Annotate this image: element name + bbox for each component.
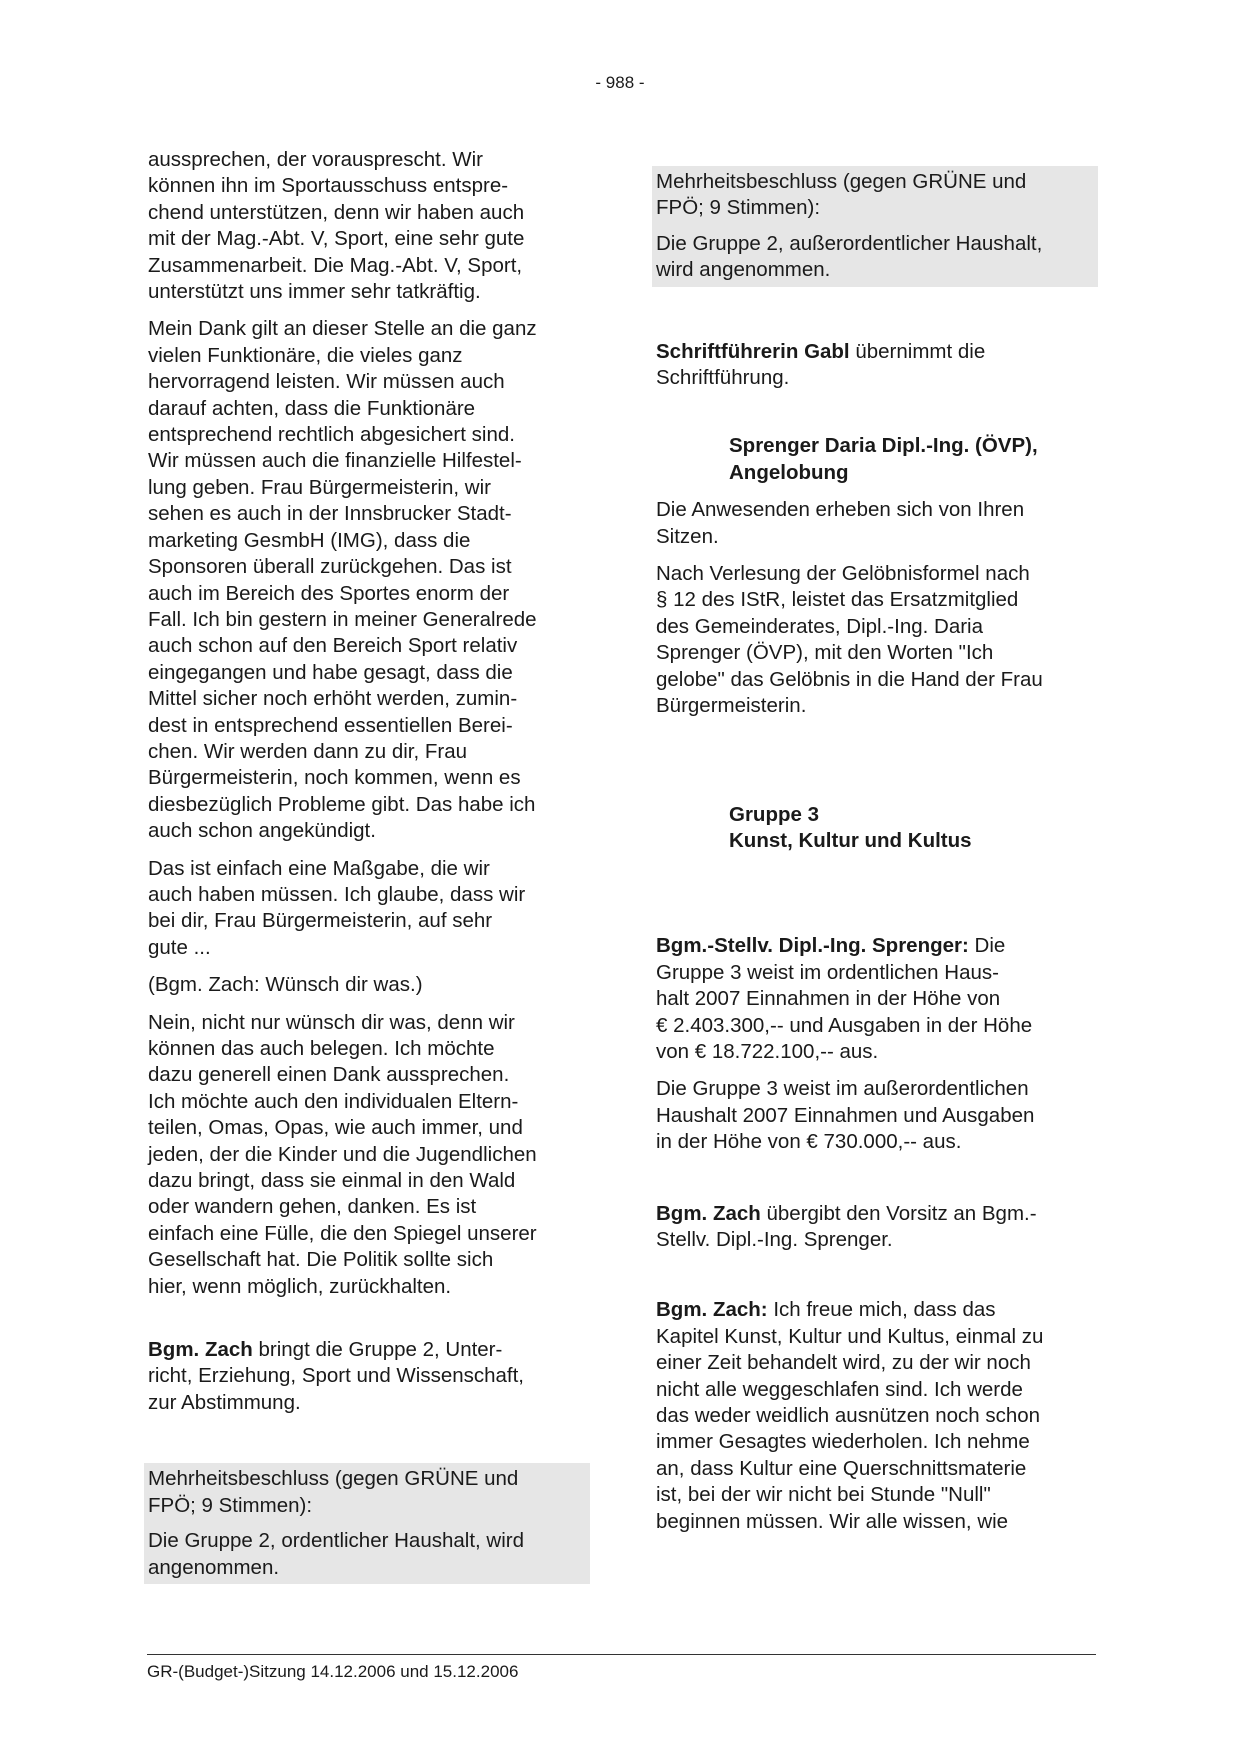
resolution-vote [656,169,1092,222]
text-line: Kapitel Kunst, Kultur und Kultus, einmal zu [656,1324,1044,1348]
text-line: Die Gruppe 2, ordentlicher Haushalt, wird [148,1529,525,1553]
text-line: unterstützt uns immer sehr tatkräftig. [148,280,481,304]
text-line: Bürgermeisterin, noch kommen, wenn es [148,766,521,790]
text-line: gute ... [148,935,211,959]
text-line: ist, bei der wir nicht bei Stunde "Null" [656,1483,991,1507]
paragraph [148,1010,588,1300]
text-line: nicht alle weggeschlafen sind. Ich werde [656,1377,1023,1401]
text-line: (Bgm. Zach: Wünsch dir was.) [148,973,423,997]
text-line: mit der Mag.-Abt. V, Sport, eine sehr gute [148,227,525,251]
resolution-vote [148,1466,584,1519]
text-line: einer Zeit behandelt wird, zu der wir noch [656,1351,1031,1375]
text-line: auch haben müssen. Ich glaube, dass wir [148,882,526,906]
text-line: Sprenger Daria Dipl.-Ing. (ÖVP), [729,434,1038,458]
text-line: Mehrheitsbeschluss (gegen GRÜNE und [148,1467,519,1491]
section-heading [656,802,1096,855]
text-line: angenommen. [148,1555,280,1579]
text-line: hier, wenn möglich, zurückhalten. [148,1274,452,1298]
text-line: Schriftführerin Gabl übernimmt die [656,339,986,363]
text-line: marketing GesmbH (IMG), dass die [148,528,471,552]
text-line: sehen es auch in der Innsbrucker Stadt- [148,502,512,526]
text-line: das weder weidlich ausnützen noch schon [656,1404,1041,1427]
text-line: auch schon angekündigt. [148,819,376,843]
text-line: Nein, nicht nur wünsch dir was, denn wir [148,1010,515,1034]
text-line: hervorragend leisten. Wir müssen auch [148,370,505,394]
text-line: einfach eine Fülle, die den Spiegel unserer [148,1221,537,1245]
speaker-name: Bgm.-Stellv. Dipl.-Ing. Sprenger: [656,934,969,958]
text-line: Fall. Ich bin gestern in meiner Generalrede [148,607,537,631]
text-line: vielen Funktionäre, die vieles ganz [148,343,463,367]
text-line: diesbezüglich Probleme gibt. Das habe ich [148,792,536,816]
text-line: bei dir, Frau Bürgermeisterin, auf sehr [148,909,493,933]
text-line: lung geben. Frau Bürgermeisterin, wir [148,475,491,499]
paragraph [148,147,588,305]
text-line: darauf achten, dass die Funktionäre [148,396,476,420]
paragraph [148,1337,588,1416]
text-line: FPÖ; 9 Stimmen): [148,1493,313,1517]
right-column [656,147,1096,1546]
resolution-box [144,1463,590,1584]
text-line: oder wandern gehen, danken. Es ist [148,1195,477,1219]
paragraph [148,856,588,962]
text-line: dest in entsprechend essentiellen Berei- [148,713,513,737]
footer-divider [147,1654,1096,1655]
text-line: Sprenger (ÖVP), mit den Worten "Ich [656,641,994,665]
text-line: Stellv. Dipl.-Ing. Sprenger. [656,1227,893,1251]
text-line: wird angenommen. [656,258,831,282]
text-line: können ihn im Sportausschuss entspre- [148,174,509,198]
left-column [148,147,588,1584]
text-line: an, dass Kultur eine Querschnittsmaterie [656,1456,1027,1480]
text-line: § 12 des IStR, leistet das Ersatzmitglied [656,588,1019,612]
text-line: Die Gruppe 3 weist im außerordentlichen [656,1077,1029,1101]
text-line: Mehrheitsbeschluss (gegen GRÜNE und [656,170,1027,193]
text-line: FPÖ; 9 Stimmen): [656,196,821,220]
text-line: können das auch belegen. Ich möchte [148,1037,495,1060]
text-line: Haushalt 2007 Einnahmen und Ausgaben [656,1103,1035,1127]
paragraph [656,1076,1096,1155]
speaker-name: Schriftführerin Gabl [656,339,850,363]
text-line: aussprechen, der vorausprescht. Wir [148,148,483,171]
paragraph [656,933,1096,1065]
footer: GR-(Budget-)Sitzung 14.12.2006 und 15.12.2006 [147,1662,519,1681]
paragraph [148,316,588,844]
text-line: eingegangen und habe gesagt, dass die [148,660,513,684]
paragraph [656,1201,1096,1254]
speaker-name: Bgm. Zach [148,1338,253,1362]
text-line: gelobe" das Gelöbnis in die Hand der Frau [656,667,1043,691]
text-line: Bgm. Zach übergibt den Vorsitz an Bgm.- [656,1201,1037,1225]
text-line: in der Höhe von € 730.000,-- aus. [656,1130,962,1154]
paragraph [656,497,1096,550]
text-line: zur Abstimmung. [148,1390,301,1414]
text-line: Die Anwesenden erheben sich von Ihren [656,498,1025,522]
section-heading [656,433,1096,486]
text-line: auch im Bereich des Sportes enorm der [148,581,510,605]
text-line: Zusammenarbeit. Die Mag.-Abt. V, Sport, [148,253,523,277]
text-line: Sponsoren überall zurückgehen. Das ist [148,555,512,579]
text-line: Kunst, Kultur und Kultus [729,828,972,852]
text-line: Bgm.-Stellv. Dipl.-Ing. Sprenger: Die [656,934,1006,958]
text-line: beginnen müssen. Wir alle wissen, wie [656,1509,1009,1533]
text-line: Das ist einfach eine Maßgabe, die wir [148,856,490,880]
text-line: chend unterstützen, denn wir haben auch [148,200,525,224]
text-line: Gruppe 3 weist im ordentlichen Haus- [656,960,999,984]
text-line: von € 18.722.100,-- aus. [656,1039,879,1063]
text-line: Ich möchte auch den individualen Eltern- [148,1089,519,1113]
text-line: Bgm. Zach: Ich freue mich, dass das [656,1298,996,1322]
text-line: jeden, der die Kinder und die Jugendlichen [148,1142,537,1166]
text-line: Gesellschaft hat. Die Politik sollte sich [148,1248,494,1272]
text-line: teilen, Omas, Opas, wie auch immer, und [148,1116,523,1140]
resolution-box [652,166,1098,287]
text-line: halt 2007 Einnahmen in der Höhe von [656,987,1001,1011]
text-line: Nach Verlesung der Gelöbnisformel nach [656,562,1030,586]
resolution-result [656,231,1092,284]
text-line: Wir müssen auch die finanzielle Hilfestel- [148,449,522,473]
text-line: € 2.403.300,-- und Ausgaben in der Höhe [656,1013,1033,1037]
text-line: Bgm. Zach bringt die Gruppe 2, Unter- [148,1338,503,1362]
page-number: - 988 - [595,73,645,92]
text-line: Sitzen. [656,524,719,548]
resolution-result [148,1528,584,1581]
text-line: dazu bringt, dass sie einmal in den Wald [148,1169,516,1193]
text-line: immer Gesagtes wiederholen. Ich nehme [656,1430,1030,1454]
interjection [148,972,588,998]
text-line: Bürgermeisterin. [656,694,807,718]
text-line: chen. Wir werden dann zu dir, Frau [148,739,468,763]
text-line: Die Gruppe 2, außerordentlicher Haushalt, [656,231,1043,255]
text-line: Gruppe 3 [729,802,819,826]
speaker-name: Bgm. Zach: [656,1298,768,1322]
text-line: auch schon auf den Bereich Sport relativ [148,634,518,658]
text-line: richt, Erziehung, Sport und Wissenschaft, [148,1364,525,1388]
text-line: des Gemeinderates, Dipl.-Ing. Daria [656,614,984,638]
text-line: Mittel sicher noch erhöht werden, zumin- [148,687,518,711]
text-line: entsprechend rechtlich abgesichert sind. [148,423,515,447]
text-line: Mein Dank gilt an dieser Stelle an die ganz [148,317,537,341]
paragraph [656,561,1096,719]
paragraph [656,1297,1096,1535]
text-line: dazu generell einen Dank aussprechen. [148,1063,510,1087]
speaker-name: Bgm. Zach [656,1201,761,1225]
text-line: Schriftführung. [656,366,790,390]
paragraph [656,339,1096,392]
text-line: Angelobung [729,460,849,484]
